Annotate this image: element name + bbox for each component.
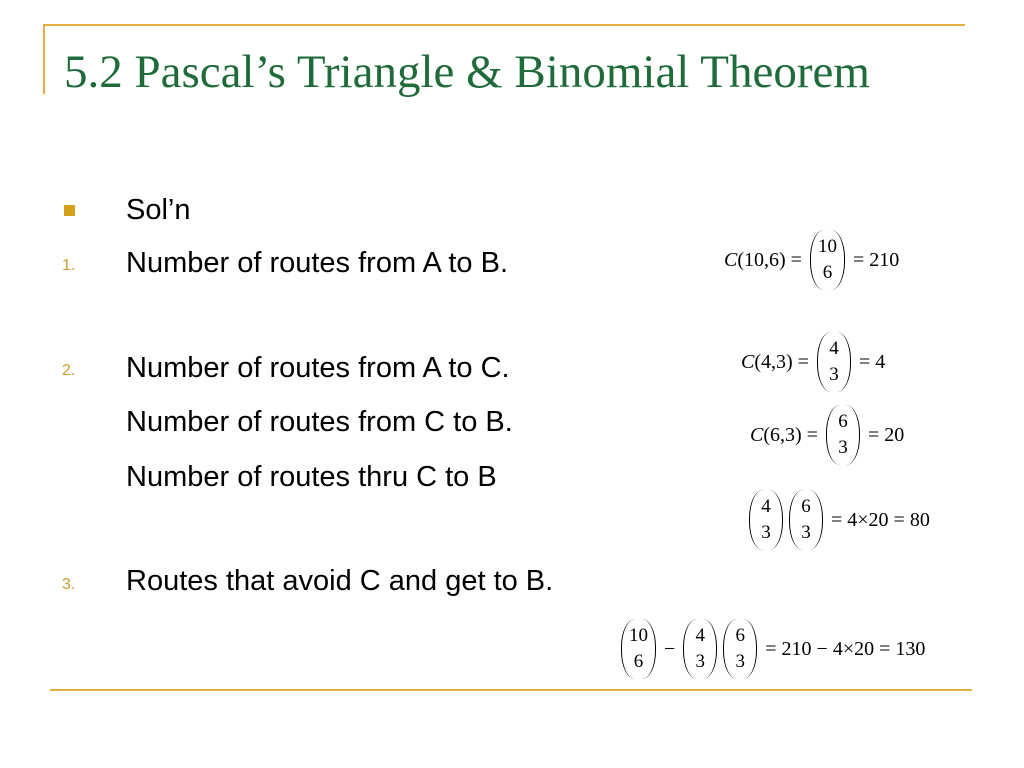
binomial-top: 4 (695, 625, 706, 646)
equation-2 (741, 332, 890, 392)
binomial-bottom: 3 (829, 364, 839, 385)
binomial-top: 4 (829, 338, 839, 359)
result: = 4 (858, 350, 886, 373)
square-bullet-icon (64, 205, 75, 216)
equals: = (797, 350, 809, 373)
list-item-2-line-2: Number of routes from C to B. (126, 406, 513, 438)
binomial-bottom: 6 (822, 262, 833, 283)
equation-1 (724, 230, 904, 290)
result: = 210 (852, 248, 900, 271)
result: = 210 − 4×20 = 130 (765, 637, 926, 660)
top-rule (45, 24, 965, 26)
list-item-2-line-3: Number of routes thru C to B (126, 461, 497, 493)
result: = 20 (867, 423, 905, 446)
binomial-bottom: 3 (761, 522, 771, 543)
equals: = (806, 423, 818, 446)
binomial-top: 6 (838, 411, 848, 432)
slide-title: 5.2 Pascal’s Triangle & Binomial Theorem (64, 46, 870, 98)
binomial-top: 4 (761, 496, 771, 517)
binomial-2 (789, 490, 823, 550)
binomial (826, 405, 860, 465)
left-rule (43, 24, 45, 94)
args: (6,3) (763, 423, 802, 446)
bullet-text: Sol’n (126, 194, 191, 226)
fn: C (750, 423, 764, 446)
result: = 4×20 = 80 (831, 508, 930, 531)
binomial-2 (683, 619, 717, 679)
binomial-bottom: 3 (838, 437, 848, 458)
binomial-1 (621, 619, 656, 679)
minus: − (664, 637, 676, 660)
equation-3 (750, 405, 909, 465)
args: (10,6) (737, 248, 786, 271)
bottom-rule (50, 689, 972, 691)
fn: C (724, 248, 738, 271)
list-number-3: 3. (62, 576, 76, 593)
list-item-2: Number of routes from A to C. (126, 352, 510, 384)
list-item-1: Number of routes from A to B. (126, 247, 508, 279)
binomial-top: 10 (817, 236, 837, 257)
binomial-3 (723, 619, 757, 679)
binomial-bottom: 3 (695, 651, 706, 672)
args: (4,3) (754, 350, 793, 373)
list-number-1: 1. (62, 257, 76, 274)
binomial-top: 6 (801, 496, 811, 517)
binomial (817, 332, 851, 392)
binomial-bottom: 3 (801, 522, 811, 543)
equals: = (790, 248, 802, 271)
fn: C (741, 350, 755, 373)
list-item-3: Routes that avoid C and get to B. (126, 565, 554, 597)
equation-4 (746, 490, 935, 550)
equation-5 (618, 619, 930, 679)
list-number-2: 2. (62, 362, 76, 379)
binomial-top: 6 (735, 625, 746, 646)
binomial-top: 10 (629, 625, 648, 646)
binomial-bottom: 3 (735, 651, 746, 672)
binomial-bottom: 6 (633, 651, 644, 672)
binomial (810, 230, 845, 290)
binomial-1 (749, 490, 783, 550)
